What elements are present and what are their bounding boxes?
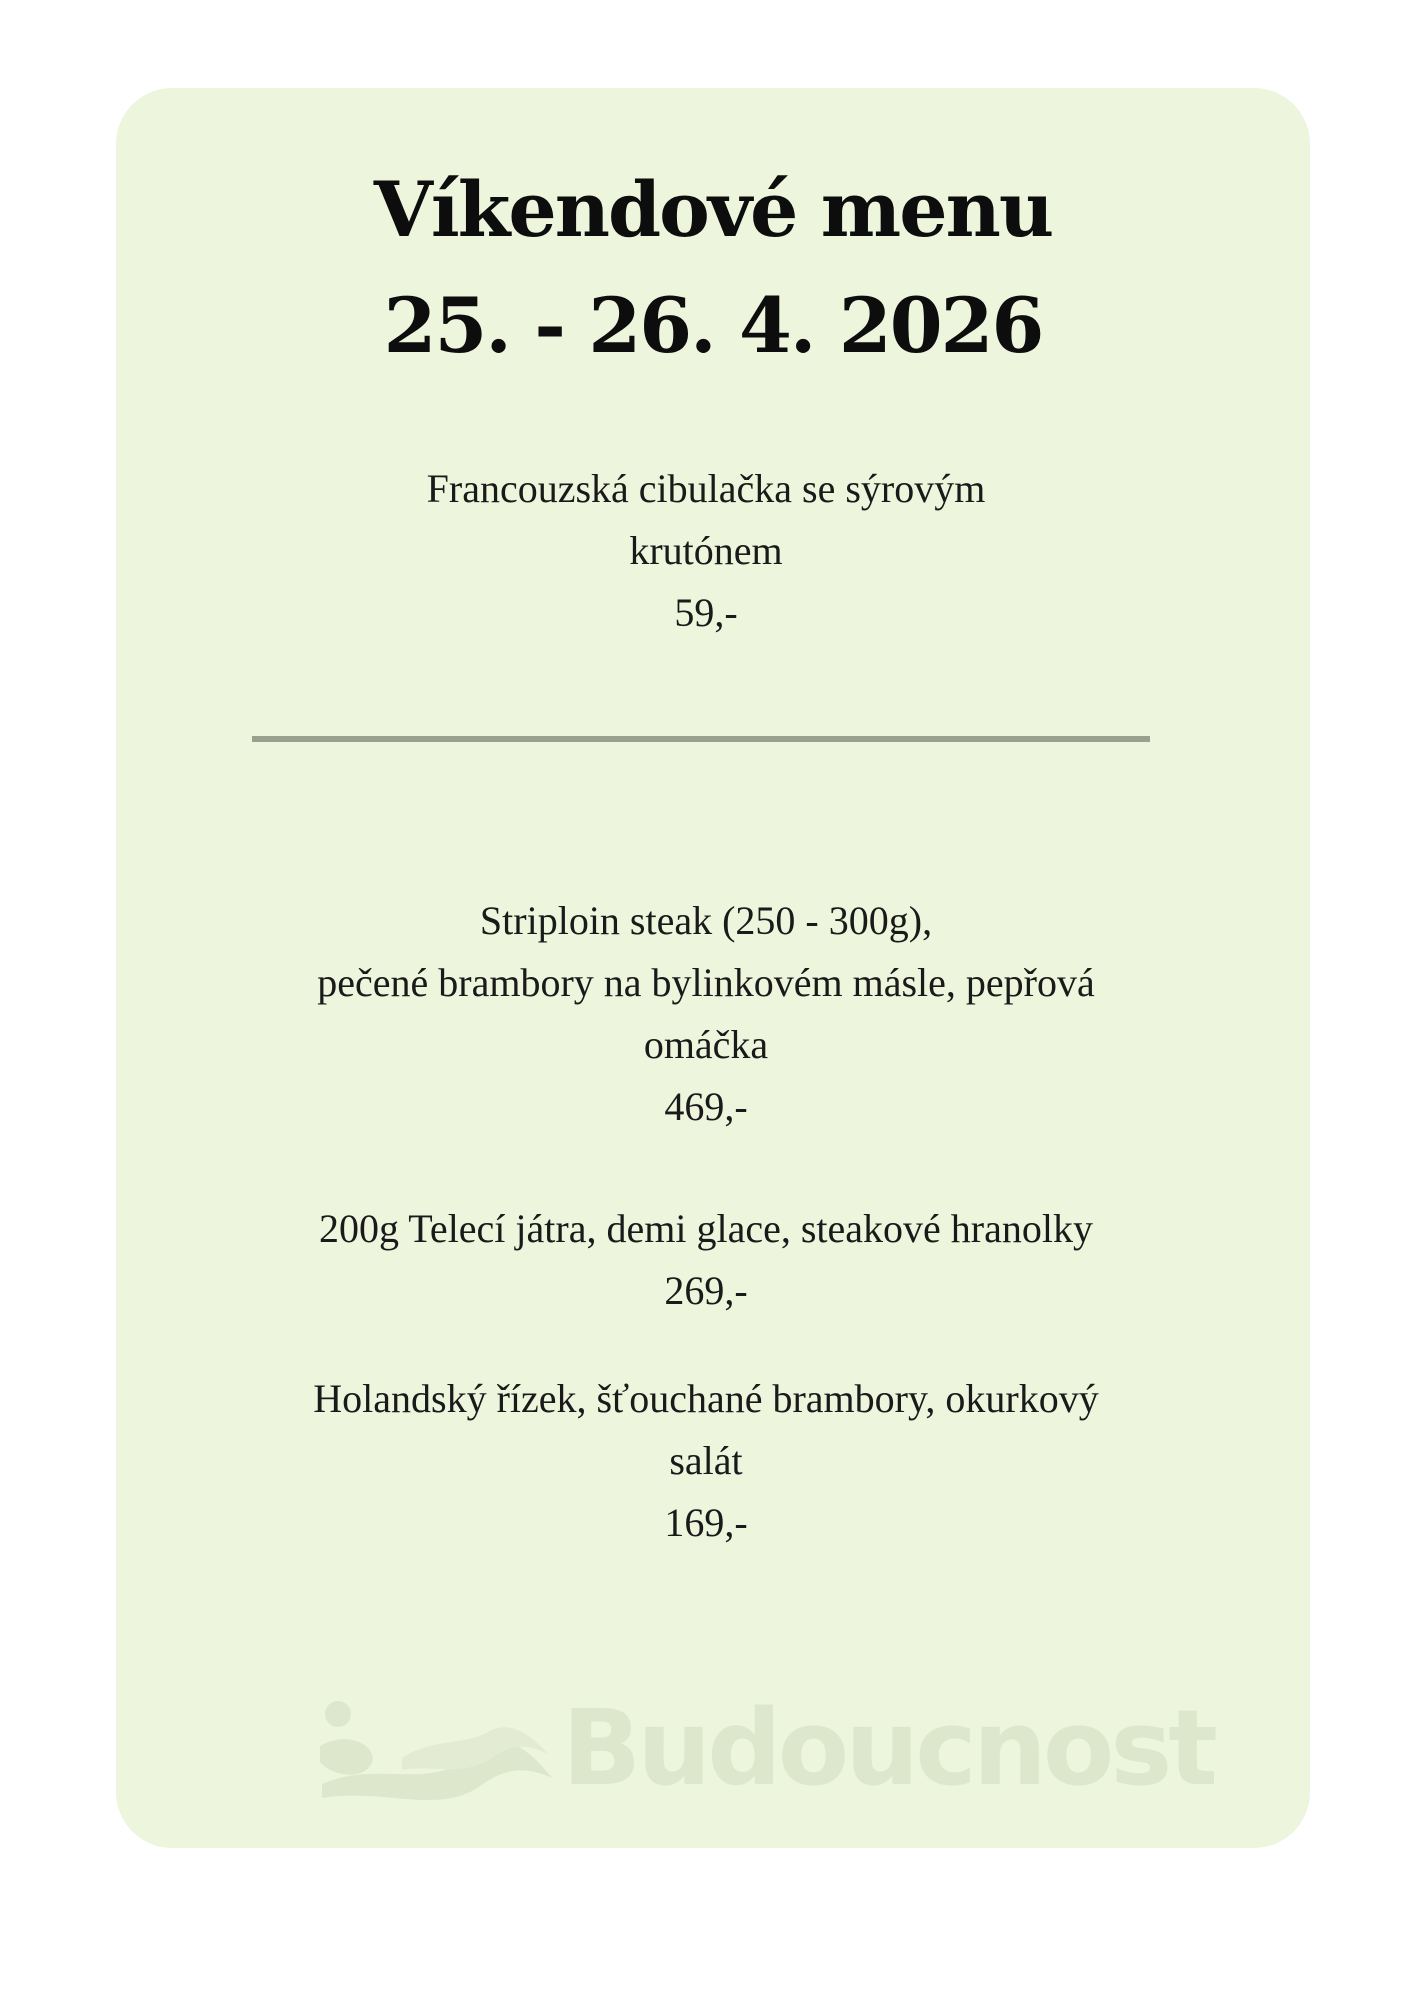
main-item-name-line2: pečené brambory na bylinkovém másle, pepřová [317,960,1095,1005]
menu-title: Víkendové menu [373,165,1053,254]
menu-card [116,88,1310,1848]
soup-name-line2: krutónem [629,528,783,573]
soup-price: 59,- [674,590,738,635]
main-item-price: 169,- [664,1500,748,1545]
soup-item [366,458,1046,644]
logo-text: Budoucnost [562,1687,1214,1809]
soup-name-line1: Francouzská cibulačka se sýrovým [426,466,986,511]
main-item-price: 469,- [664,1084,748,1129]
logo-watermark [312,1687,1214,1809]
main-item-schnitzel [256,1368,1156,1554]
main-item-name-line2: salát [669,1438,743,1483]
main-item-steak [256,890,1156,1138]
main-item-price: 269,- [664,1268,748,1313]
main-item-liver [256,1198,1156,1322]
menu-date: 25. - 26. 4. 2026 [383,281,1043,370]
main-item-name-line1: 200g Telecí játra, demi glace, steakové hranolky [319,1206,1093,1251]
section-divider [252,736,1150,742]
swimmer-wave-icon [312,1688,562,1808]
main-item-name-line3: omáčka [643,1022,769,1067]
main-item-name-line1: Holandský řízek, šťouchané brambory, okurkový [313,1376,1099,1421]
main-item-name-line1: Striploin steak (250 - 300g), [479,898,933,943]
